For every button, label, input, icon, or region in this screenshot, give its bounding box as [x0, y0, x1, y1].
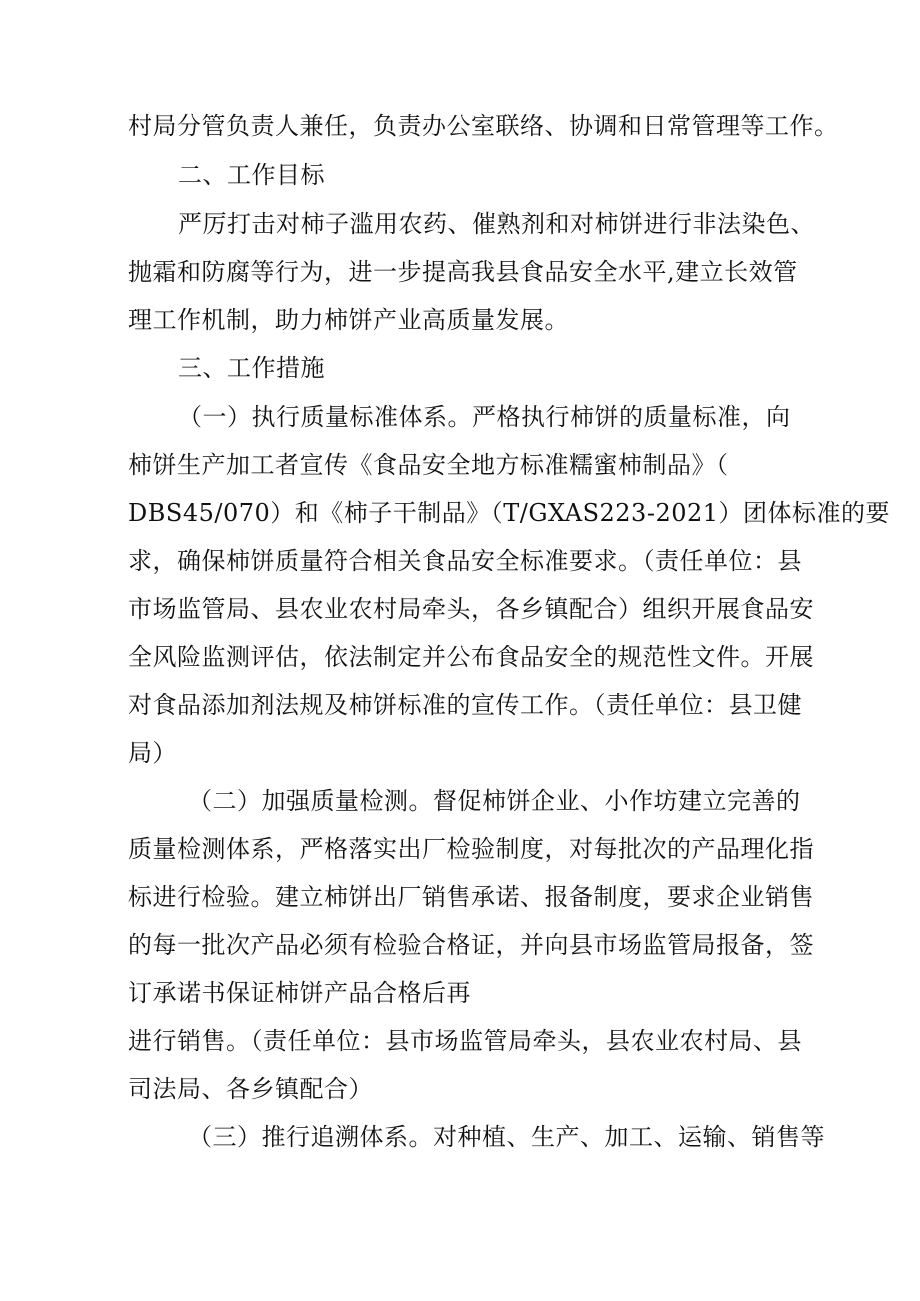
section-heading-goals: 二、工作目标: [178, 161, 325, 189]
paragraph-line: 司法局、各乡镇配合）: [128, 1075, 373, 1103]
paragraph-line: 质量检测体系，严格落实出厂检验制度，对每批次的产品理化指: [128, 835, 814, 863]
paragraph-line: 抛霜和防腐等行为，进一步提高我县食品安全水平,建立长效管: [128, 258, 798, 286]
section-heading-measures: 三、工作措施: [178, 354, 325, 382]
paragraph-line: 对食品添加剂法规及柿饼标准的宣传工作。（责任单位：县卫健: [128, 691, 802, 719]
paragraph-line: 局）: [128, 739, 177, 767]
paragraph-line: 严厉打击对柿子滥用农药、催熟剂和对柿饼进行非法染色、: [178, 210, 815, 238]
paragraph-line: （一）执行质量标准体系。严格执行柿饼的质量标准，向: [178, 403, 791, 431]
paragraph-line: （二）加强质量检测。督促柿饼企业、小作坊建立完善的: [188, 787, 801, 815]
paragraph-line: 的每一批次产品必须有检验合格证，并向县市场监管局报备，签: [128, 931, 814, 959]
paragraph-line: 村局分管负责人兼任，负责办公室联络、协调和日常管理等工作。: [128, 112, 839, 140]
paragraph-line: 理工作机制，助力柿饼产业高质量发展。: [128, 306, 569, 334]
paragraph-line: 标进行检验。建立柿饼出厂销售承诺、报备制度，要求企业销售: [128, 883, 814, 911]
paragraph-line: 订承诺书保证柿饼产品合格后再: [128, 979, 471, 1007]
paragraph-line: 求，确保柿饼质量符合相关食品安全标准要求。（责任单位：县: [128, 547, 802, 575]
paragraph-line: 进行销售。（责任单位：县市场监管局牵头，县农业农村局、县: [128, 1027, 802, 1055]
paragraph-line: （三）推行追溯体系。对种植、生产、加工、运输、销售等: [188, 1123, 825, 1151]
paragraph-line: DBS45/070）和《柿子干制品》（T/GXAS223-2021）团体标准的要: [128, 499, 891, 527]
paragraph-line: 全风险监测评估，依法制定并公布食品安全的规范性文件。开展: [128, 643, 814, 671]
paragraph-line: 柿饼生产加工者宣传《食品安全地方标准糯蜜柿制品》（: [128, 451, 729, 479]
paragraph-line: 市场监管局、县农业农村局牵头，各乡镇配合）组织开展食品安: [128, 595, 814, 623]
